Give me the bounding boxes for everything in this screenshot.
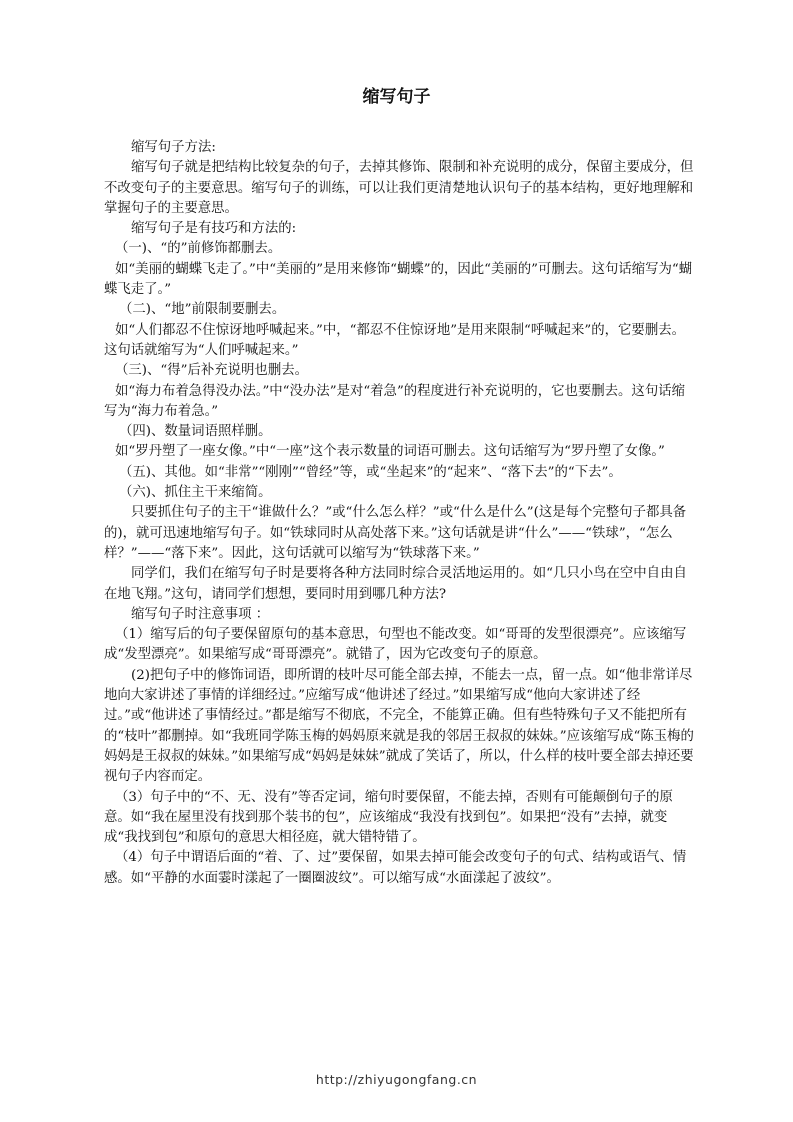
paragraph: 如“美丽的蝴蝶飞走了。”中“美丽的”是用来修饰“蝴蝶”的，因此“美丽的”可删去。这句话缩写为“蝴蝶飞走了。” <box>104 261 693 298</box>
paragraph: （二)、“地”前限制要删去。 <box>119 302 286 318</box>
paragraph: （六)、抓住主干来缩简。 <box>119 485 272 501</box>
paragraph: 缩写句子是有技巧和方法的: <box>131 221 297 237</box>
paragraph: （4）句子中谓语后面的“着、了、过”要保留，如果去掉可能会改变句子的句式、结构或语气、情感。如“平静的水面霎时漾起了一圈圈波纹”。可以缩写成“水面漾起了波纹”。 <box>104 850 687 886</box>
paragraph: （3）句子中的“不、无、没有”等否定词，缩句时要保留，不能去掉，否则有可能颠倒句子的原意。如“我在屋里没有找到那个装书的包”，应该缩成“我没有找到包”。如果把“没有”去掉，就变成“我找到包”和原句的意思大相径庭，就大错特错了。 <box>104 789 673 846</box>
paragraph: 如“罗丹塑了一座女像。”中“一座”这个表示数量的词语可删去。这句话缩写为“罗丹塑了女像。” <box>115 444 665 460</box>
paragraph: 同学们，我们在缩写句子时是要将各种方法同时综合灵活地运用的。如“几只小鸟在空中自由自在地飞翔。”这句，请同学们想想，要同时用到哪几种方法? <box>104 566 687 602</box>
paragraph: （一)、“的”前修饰都删去。 <box>115 241 282 257</box>
paragraph: （1）缩写后的句子要保留原句的基本意思，句型也不能改变。如“哥哥的发型很漂亮”。应该缩写成“发型漂亮”。如果缩写成“哥哥漂亮”。就错了，因为它改变句子的原意。 <box>104 627 687 663</box>
paragraph: 缩写句子就是把结构比较复杂的句子，去掉其修饰、限制和补充说明的成分，保留主要成分，但不改变句子的主要意思。缩写句子的训练，可以让我们更清楚地认识句子的基本结构，更好地理解和掌握句子的主要意思。 <box>104 160 694 216</box>
paragraph: 缩写句子方法: <box>131 140 216 155</box>
paragraph: 只要抓住句子的主干“谁做什么？”或“什么怎么样？”或“什么是什么”(这是每个完整句子都具备的)，就可迅速地缩写句子。如“铁球同时从高处落下来。”这句话就是讲“什么”——“铁球”，“怎么样？”——“落下来”。因此，这句话就可以缩写为“铁球落下来。” <box>104 505 687 561</box>
paragraph: 缩写句子时注意事项 ： <box>131 606 270 622</box>
paragraph: （五)、其他。如“非常”“刚刚”“曾经”等，或“坐起来”的“起来”、“落下去”的“下去”。 <box>119 464 622 480</box>
footer-url: http://zhiyugongfang.cn <box>315 1072 478 1087</box>
paragraph: （三)、“得”后补充说明也删去。 <box>115 363 308 379</box>
document-body <box>104 138 694 889</box>
paragraph: 如“人们都忍不住惊讶地呼喊起来。”中，“都忍不住惊讶地”是用来限制“呼喊起来”的，它要删去。这句话就缩写为“人们呼喊起来。” <box>104 322 685 358</box>
paragraph: 如“海力布着急得没办法。”中“没办法”是对“着急”的程度进行补充说明的，它也要删去。这句话缩写为“海力布着急。” <box>104 383 685 419</box>
paragraph: (2)把句子中的修饰词语，即所谓的枝叶尽可能全部去掉，不能去一点，留一点。如“他非常详尽地向大家讲述了事情的详细经过。”应缩写成“他讲述了经过。”如果缩写成“他向大家讲述了经过。”或“他讲述了事情经过。”都是缩写不彻底，不完全，不能算正确。但有些特殊句子又不能把所有的“枝叶”都删掉。如“我班同学陈玉梅的妈妈原来就是我的邻居王叔叔的妹妹。”应该缩写成“陈玉梅的妈妈是王叔叔的妹妹。”如果缩写成“妈妈是妹妹”就成了笑话了，所以，什么样的枝叶要全部去掉还要视句子内容而定。 <box>104 667 694 785</box>
page-title: 缩写句子 <box>362 87 431 107</box>
paragraph: （四)、数量词语照样删。 <box>119 424 272 440</box>
